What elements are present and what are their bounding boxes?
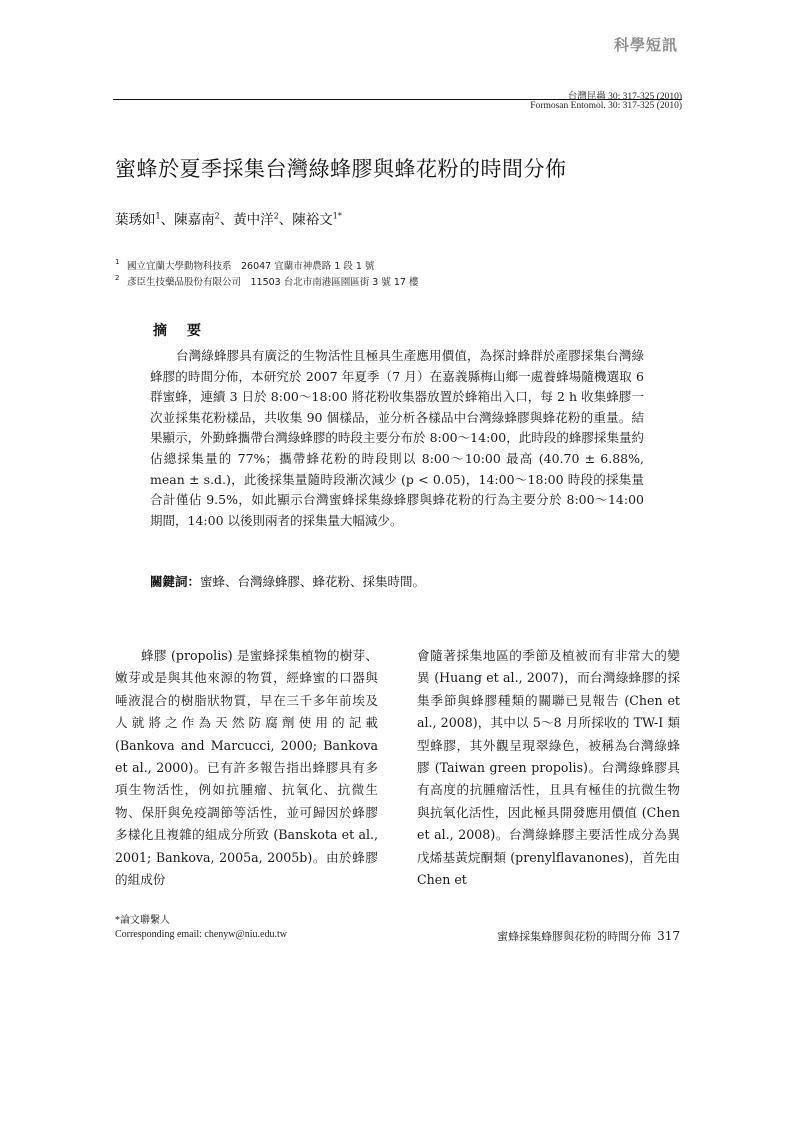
corresponding-email: Corresponding email: chenyw@niu.edu.tw <box>115 929 287 940</box>
author-separator: 、 <box>278 212 293 228</box>
author-affil-mark: 2 <box>214 211 220 221</box>
keywords-label: 關鍵詞： <box>150 574 201 589</box>
author-name: 黃中洋 <box>233 212 274 228</box>
affiliation-number: 2 <box>115 274 120 282</box>
body-column-left <box>115 645 378 891</box>
author-affil-mark: 1 <box>155 211 161 221</box>
running-title: 蜜蜂採集蜂膠與花粉的時間分佈 <box>497 930 652 943</box>
affiliation <box>115 258 374 272</box>
author-affil-mark: 2 <box>273 211 279 221</box>
author-separator: 、 <box>160 212 175 228</box>
journal-citation-en: Formosan Entomol. 30: 317-325 (2010) <box>530 101 682 111</box>
affiliation <box>115 274 418 288</box>
affiliation-text: 國立宜蘭大學動物科技系 26047 宜蘭市神農路 1 段 1 號 <box>127 261 375 272</box>
author-list <box>115 208 342 228</box>
abstract-body <box>150 346 644 531</box>
body-paragraph: 會隨著採集地區的季節及植被而有非常大的變異 (Huang et al., 2007)，而台灣綠蜂膠的採集季節與蜂膠種類的關聯已見報告 (Chen et al., 2008)，其中以 5～8 月所採收的 TW-I 類型蜂膠，其外觀呈現翠綠色，被稱為台灣綠蜂膠 (Taiwan green propolis)。台灣綠蜂膠具有高度的抗腫瘤活性，且具有極佳的抗微生物與抗氧化活性，因此極具開發應用價值 (Chen et al., 2008)。台灣綠蜂膠主要活性成分為異戊烯基黃烷酮類 (prenylflavanones)，首先由 Chen et <box>417 648 680 888</box>
footnote-marker-text: *論文聯繫人 <box>115 915 170 926</box>
body-paragraph: 蜂膠 (propolis) 是蜜蜂採集植物的樹芽、嫩芽或是與其他來源的物質，經蜂蜜的口器與唾液混合的樹脂狀物質，早在三千多年前埃及人就將之作為天然防腐劑使用的記載 (Bankova and Marcucci, 2000; Bankova et al., 2000)。已有許多報告指出蜂膠具有多項生物活性，例如抗腫瘤、抗氧化、抗微生物、保肝與免疫調節等活性，並可歸因於蜂膠多樣化且複雜的組成分所致 (Banskota et al., 2001; Bankova, 2005a, 2005b)。由於蜂膠的組成份 <box>115 648 378 888</box>
abstract-text: 台灣綠蜂膠具有廣泛的生物活性且極具生產應用價值，為探討蜂群於產膠採集台灣綠蜂膠的時間分佈，本研究於 2007 年夏季（7 月）在嘉義縣梅山鄉一處養蜂場隨機選取 6 群蜜蜂，連續 3 日於 8:00～18:00 將花粉收集器放置於蜂箱出入口，每 2 h 收集蜂膠一次並採集花粉樣品，共收集 90 個樣品，並分析各樣品中台灣綠蜂膠與蜂花粉的重量。結果顯示，外勤蜂攜帶台灣綠蜂膠的時段主要分布於 8:00～14:00，此時段的蜂膠採集量約佔總採集量的 77%；攜帶蜂花粉的時段則以 8:00～10:00 最高 (40.70 ± 6.88%, mean ± s.d.)，此後採集量隨時段漸次減少 (p < 0.05)，14:00～18:00 時段的採集量合計僅佔 9.5%，如此顯示台灣蜜蜂採集綠蜂膠與蜂花粉的行為主要分於 8:00～14:00 期間，14:00 以後則兩者的採集量大幅減少。 <box>150 348 644 528</box>
corresponding-footnote <box>115 914 287 942</box>
abstract-heading: 摘要 <box>153 323 221 339</box>
affiliation-number: 1 <box>115 258 120 266</box>
author-separator: 、 <box>219 212 234 228</box>
author-name: 陳裕文 <box>292 212 333 228</box>
page-number: 317 <box>657 929 680 943</box>
author-affil-mark: 1* <box>332 211 342 221</box>
page-footer <box>497 928 680 944</box>
header-rule <box>113 99 682 100</box>
keywords <box>150 572 644 590</box>
affiliation-text: 彥臣生技藥品股份有限公司 11503 台北市南港區園區街 3 號 17 樓 <box>127 277 419 288</box>
author-name: 陳嘉南 <box>174 212 215 228</box>
paper-title: 蜜蜂於夏季採集台灣綠蜂膠與蜂花粉的時間分佈 <box>115 157 567 181</box>
section-tag: 科學短訊 <box>613 36 678 54</box>
journal-citation-zh: 台灣昆蟲 30: 317-325 (2010) <box>567 92 682 102</box>
author-name: 葉琇如 <box>115 212 156 228</box>
keywords-text: 蜜蜂、台灣綠蜂膠、蜂花粉、採集時間。 <box>200 574 426 589</box>
body-column-right <box>417 645 680 891</box>
